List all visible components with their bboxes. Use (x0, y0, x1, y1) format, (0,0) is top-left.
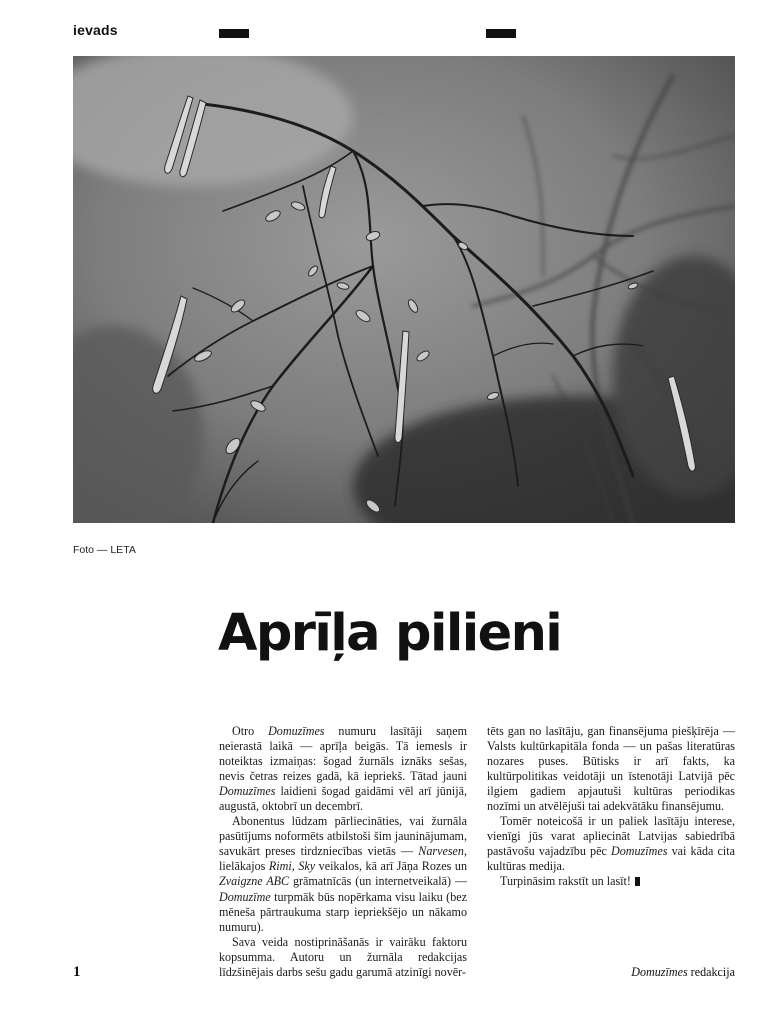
article-paragraph: Sava veida nostiprināšanās ir vairāku faktoru kopsumma. Autoru un žurnāla redakcijas līdzšinējais darbs sešu gadu garumā atzinīgi novēr- (219, 934, 467, 979)
article-paragraph: Abonentus lūdzam pārliecināties, vai žurnāla pasūtījums noformēts atbilstoši šim jauninājumam, savukārt preses tirdzniecības vietās — Narvesen, lielākajos Rimi, Sky veikalos, kā arī Jāņa Rozes un Zvaigzne ABC grāmatnīcās (un internetveikalā) — Domuzīme turpmāk būs nopērkama visu laiku (bez mēneša pārtraukuma starp iepriekšējo un nākamo numuru). (219, 814, 468, 934)
article-column-2 (487, 724, 735, 890)
page-number: 1 (73, 964, 81, 980)
section-marker-left (219, 29, 249, 38)
article-paragraph: tēts gan no lasītāju, gan finansējuma piešķīrēja — Valsts kultūrkapitāla fonda — un pašas literatūras nozares puses. Būtisks ir arī fakts, ka kultūrpolitikas veidotāji un īstenotāji Latvijā pēc ilgiem gadiem apjautuši kultūras periodikas nozīmi un atvēlējuši tai adekvātāku finansējumu. (487, 724, 735, 814)
section-label: ievads (73, 22, 118, 38)
article-paragraph: Otro Domuzīmes numuru lasītāji saņem neierastā laikā — aprīļa beigās. Tā iemesls ir noteiktas izmaiņas: šogad žurnāls iznāks sešas, nevis četras reizes gadā, kā iepriekš. Tātad jauni Domuzīmes laidieni šogad gaidāmi vēl arī jūnijā, augustā, oktobrī un decembrī. (219, 724, 467, 814)
section-marker-right (486, 29, 516, 38)
article-column-1 (219, 724, 467, 980)
article-title: Aprīļa pilieni (218, 604, 562, 663)
photo-credit: Foto — LETA (73, 544, 136, 556)
article-paragraph: Tomēr noteicošā ir un paliek lasītāju interese, vienīgi jūs varat apliecināt Latvijas sabiedrībā pastāvošu vajadzību pēc Domuzīmes vai kāda cita kultūras medija. (487, 814, 735, 874)
cover-photo (73, 56, 735, 523)
article-paragraph-closing: Turpināsim rakstīt un lasīt! (487, 874, 735, 889)
end-mark-icon (635, 877, 640, 886)
editorial-signature: Domuzīmes redakcija (631, 965, 735, 979)
